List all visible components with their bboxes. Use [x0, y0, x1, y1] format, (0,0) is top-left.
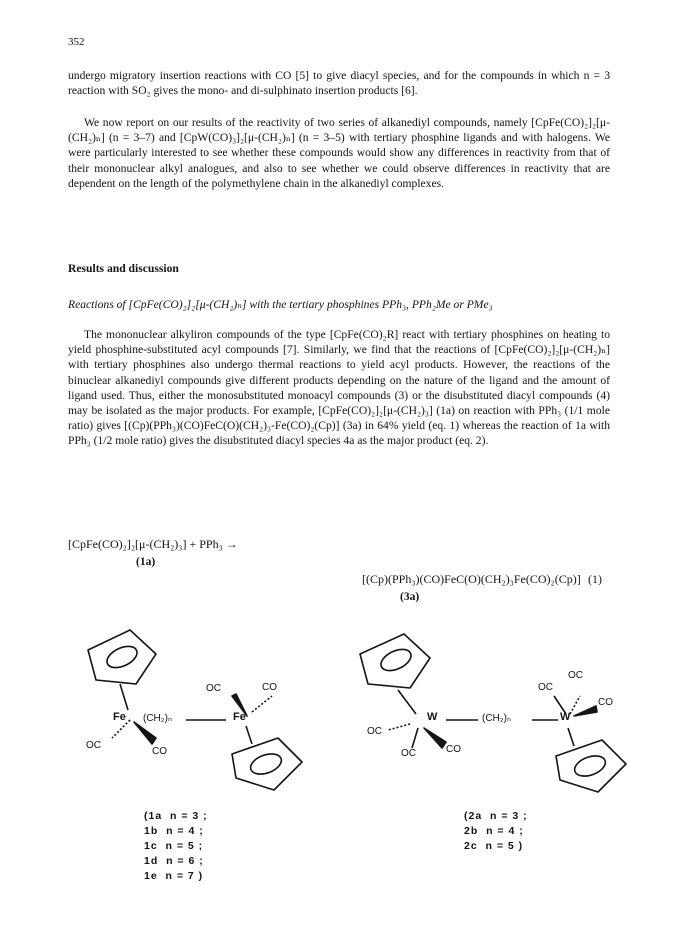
- equation-1-product: [(Cp)(PPh₃)(CO)FeC(O)(CH₂)₃Fe(CO)₂(Cp)]: [362, 572, 581, 586]
- compound-1a: (1a n = 3 ;: [144, 810, 208, 822]
- equation-1-number: (1): [588, 572, 602, 586]
- structure-1-co-label-2: CO: [262, 682, 277, 693]
- compound-1d: 1d n = 6 ;: [144, 855, 204, 867]
- compound-2b: 2b n = 4 ;: [464, 825, 524, 837]
- equation-1-reactant-label: (1a): [136, 556, 156, 568]
- structure-2-co-label-5: CO: [598, 697, 613, 708]
- cyclopentadienyl-ring-bottom-right-w: [556, 740, 626, 792]
- structure-1-co-label-1: OC: [206, 683, 221, 694]
- bond-fe-cp-right: [246, 726, 252, 744]
- page-number: 352: [68, 36, 85, 48]
- structure-2-metal-left: W: [427, 711, 438, 723]
- paragraph-2: We now report on our results of the reactivity of two series of alkanediyl compounds, namely [CpFe(CO)₂]₂[μ-(CH₂)ₙ] (n = 3–7) and [CpW(CO)₃]₂[μ-(CH₂)ₙ] (n = 3–5) with tertiary phosphine ligands and with halogens. We were particularly interested to see whether these compounds would show any differences in reactivity from that of their mononuclear alkyl analogues, and also to see whether we could observe differences in reactivity that are dependent on the length of the polymethylene chain in the alkanediyl complexes.: [68, 116, 610, 190]
- structure-2-co-label-1: OC: [367, 726, 382, 737]
- structure-2-bridge: (CH₂)ₙ: [482, 713, 511, 724]
- structure-2-metal-right: W: [560, 711, 571, 723]
- bond-cp-fe-left: [120, 684, 128, 710]
- compound-1c: 1c n = 5 ;: [144, 840, 204, 852]
- compound-1e: 1e n = 7 ): [144, 870, 204, 882]
- bond-w-co-dash-right: [570, 696, 580, 714]
- bond-fe-co-wedge-left: [134, 722, 156, 744]
- bond-cp-w-left: [398, 690, 416, 714]
- structure-2-co-label-4: OC: [568, 670, 583, 681]
- structure-1-metal-right: Fe: [233, 711, 246, 723]
- structure-1-metal-left: Fe: [113, 711, 126, 723]
- compound-2a: (2a n = 3 ;: [464, 810, 528, 822]
- bond-w-cp-right: [568, 728, 574, 746]
- bond-w-co-left-2: [412, 728, 418, 748]
- equation-1-reactants: [CpFe(CO)₂]₂[μ-(CH₂)₃] + PPh₃ →: [68, 537, 238, 551]
- structure-1-bridge: (CH₂)ₙ: [143, 713, 172, 724]
- paragraph-3: The mononuclear alkyliron compounds of the type [CpFe(CO)₂R] react with tertiary phosphines on heating to yield phosphine-substituted acyl compounds [7]. Similarly, we find that the reactions of [CpFe(CO)₂]₂[μ-(CH₂)ₙ] with tertiary phosphines also undergo thermal reactions to yield acyl products. However, the reactions of the binuclear alkanediyl compounds give different products depending on the nature of the ligand and the amount of ligand used. Thus, either the monosubstituted monoacyl compounds (3) or the disubstituted diacyl compounds (4) may be isolated as the major products. For example, [CpFe(CO)₂]₂[μ-(CH₂)₃] (1a) on reaction with PPh₃ (1/1 mole ratio) gives [(Cp)(PPh₃)(CO)FeC(O)(CH₂)₃-Fe(CO)₂(Cp)] (3a) in 64% yield (eq. 1) whereas the reaction of 1a with PPh₃ (1/2 mole ratio) gives the disubstituted diacyl species 4a as the major product (eq. 2).: [68, 328, 610, 448]
- structure-1-co-label-3: OC: [86, 740, 101, 751]
- cyclopentadienyl-ring-top-left: [88, 630, 156, 684]
- bond-fe-co-dash-right: [252, 696, 272, 712]
- cyclopentadienyl-ring-bottom-right: [232, 738, 302, 790]
- bond-w-co-dash-left-1: [388, 724, 410, 730]
- bond-w-co-wedge-right: [574, 706, 597, 716]
- structure-2-co-label-3: OC: [538, 682, 553, 693]
- compound-2c: 2c n = 5 ): [464, 840, 524, 852]
- paragraph-1: undergo migratory insertion reactions with CO [5] to give diacyl species, and for the compounds in which n = 3 reaction with SO₂ gives the mono- and di-sulphinato insertion products [6].: [68, 69, 610, 98]
- subsection-heading: Reactions of [CpFe(CO)₂]₂[μ-(CH₂)ₙ] with the tertiary phosphines PPh₃, PPh₂Me or PMe₃: [68, 298, 493, 311]
- structure-2-co-label-2: OC: [401, 748, 416, 759]
- section-heading: Results and discussion: [68, 262, 179, 275]
- equation-1-product-label: (3a): [400, 591, 420, 603]
- compound-1b: 1b n = 4 ;: [144, 825, 204, 837]
- structure-2-co-label-6: CO: [446, 744, 461, 755]
- bond-w-co-wedge-left: [424, 728, 446, 748]
- cyclopentadienyl-ring-top-left-w: [360, 634, 430, 688]
- structure-1-co-label-4: CO: [152, 746, 167, 757]
